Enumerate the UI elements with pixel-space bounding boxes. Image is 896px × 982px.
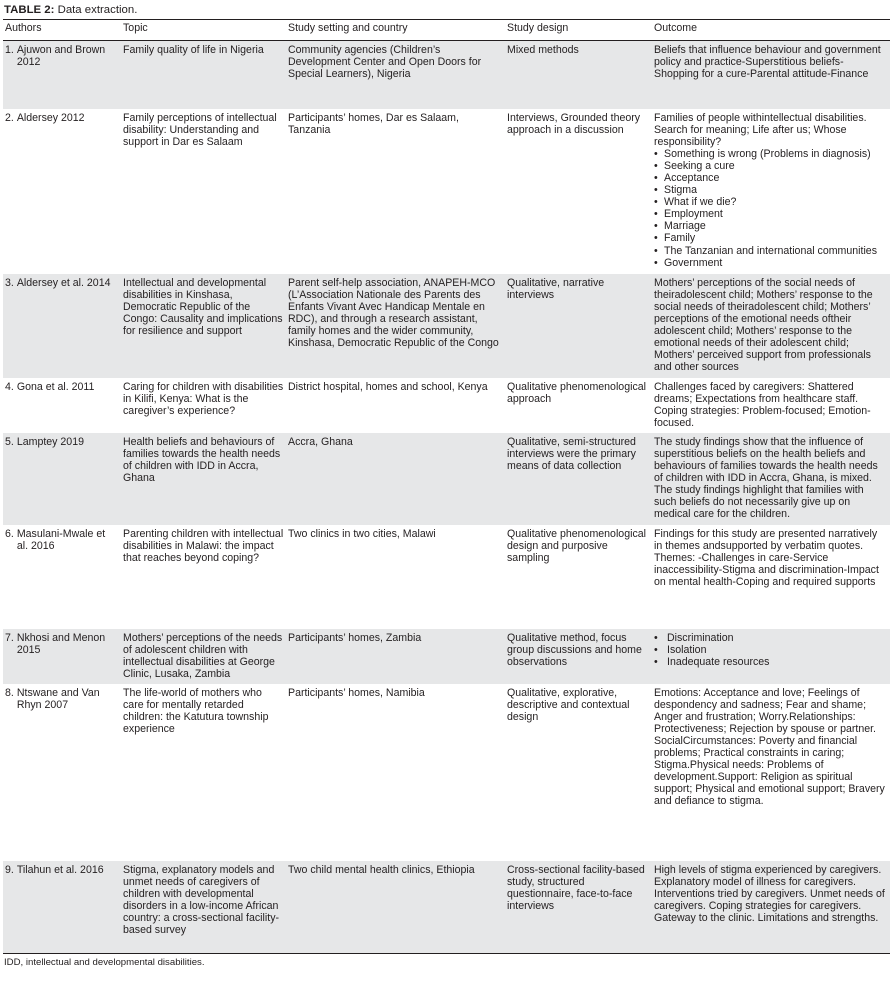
author-name: Aldersey 2012 (16, 111, 85, 124)
table-header-row (3, 20, 890, 41)
cell-outcome (652, 378, 890, 433)
outcome-text: The study findings show that the influence of superstitious beliefs on the health beliefs and behaviours of families towards the health needs of children with IDD in Accra, Ghana, is mixed. The study findings highlight that families with such beliefs do not necessarily give up on medical care for the children. (654, 435, 878, 521)
cell-author (3, 109, 121, 274)
cell-outcome (652, 861, 890, 954)
data-extraction-table (3, 19, 890, 954)
cell-design: Qualitative phenomenological design and purposive sampling (507, 527, 646, 564)
cell-design: Qualitative phenomenological approach (507, 380, 646, 405)
row-number: 8. (5, 686, 14, 699)
cell-setting: Accra, Ghana (286, 433, 505, 525)
table-row (3, 109, 890, 274)
cell-author (3, 274, 121, 378)
table-row (3, 41, 890, 109)
cell-setting: Two child mental health clinics, Ethiopia (286, 861, 505, 954)
outcome-list (654, 632, 888, 668)
table-row (3, 525, 890, 629)
header-design: Study design (505, 20, 652, 41)
cell-setting: Participants’ homes, Dar es Salaam, Tanzania (288, 111, 459, 136)
author-name: Ajuwon and Brown 2012 (16, 44, 106, 69)
cell-design: Cross-sectional facility-based study, structured questionnaire, face-to-face interviews (505, 861, 652, 954)
table-caption-label: TABLE 2: (4, 4, 55, 16)
table-row (3, 684, 890, 861)
cell-topic: Stigma, explanatory models and unmet needs of caregivers of children with developmental disorders in a low-income African country: a cross-sectional facility-based survey (121, 861, 286, 954)
cell-setting: District hospital, homes and school, Kenya (288, 380, 488, 393)
table-row (3, 433, 890, 525)
outcome-list-item: • Stigma (654, 184, 888, 196)
cell-topic: Family perceptions of intellectual disability: Understanding and support in Dar es Salaam (123, 111, 277, 148)
cell-setting: Participants’ homes, Zambia (286, 629, 505, 684)
outcome-list-item: • Acceptance (654, 172, 888, 184)
row-number: 3. (5, 276, 14, 289)
cell-design: Qualitative, explorative, descriptive and contextual design (507, 686, 630, 723)
outcome-list-item: • Discrimination (654, 632, 888, 644)
row-number: 5. (5, 435, 14, 448)
cell-design: Interviews, Grounded theory approach in a discussion (507, 111, 641, 136)
table-caption-text: Data extraction. (54, 4, 138, 16)
cell-author (3, 433, 121, 525)
cell-topic: Caring for children with disabilities in Kilifi, Kenya: What is the caregiver’s experience? (123, 380, 284, 417)
cell-outcome (652, 41, 890, 109)
cell-outcome (652, 109, 890, 274)
outcome-list-item: • Seeking a cure (654, 160, 888, 172)
header-outcome: Outcome (652, 20, 890, 41)
cell-author (3, 629, 121, 684)
outcome-list-item: • Marriage (654, 220, 888, 232)
table-body (3, 41, 890, 954)
outcome-list-item: • Family (654, 232, 888, 244)
row-number: 4. (5, 380, 14, 393)
author-name: Aldersey et al. 2014 (16, 276, 111, 289)
cell-outcome (652, 525, 890, 629)
table-row (3, 274, 890, 378)
outcome-list-item: • Government (654, 257, 888, 269)
outcome-list-item: • What if we die? (654, 196, 888, 208)
cell-outcome (652, 684, 890, 861)
author-name: Tilahun et al. 2016 (16, 863, 104, 876)
cell-outcome (652, 433, 890, 525)
outcome-list (654, 148, 888, 269)
cell-topic: Parenting children with intellectual disabilities in Malawi: the impact that reaches beyond coping? (123, 527, 284, 564)
header-authors: Authors (3, 20, 121, 41)
cell-setting: Community agencies (Children’s Development Center and Open Doors for Special Learners), Nigeria (286, 41, 505, 109)
outcome-text: Findings for this study are presented narratively in themes andsupported by verbatim quotes. Themes: -Challenges in care-Service inaccessibility-Stigma and discrimination-Impact on mental health-Coping and required supports (654, 527, 879, 588)
cell-setting: Two clinics in two cities, Malawi (288, 527, 436, 540)
cell-author (3, 684, 121, 861)
author-name: Nkhosi and Menon 2015 (16, 631, 106, 656)
row-number: 1. (5, 44, 14, 56)
cell-topic: Health beliefs and behaviours of families towards the health needs of children with IDD in Accra, Ghana (121, 433, 286, 525)
cell-topic: Intellectual and developmental disabilities in Kinshasa, Democratic Republic of the Congo: Causality and implications for resilience and support (121, 274, 286, 378)
author-name: Ntswane and Van Rhyn 2007 (16, 686, 100, 711)
cell-outcome (652, 274, 890, 378)
cell-author (3, 378, 121, 433)
cell-author (3, 41, 121, 109)
outcome-text: Mothers’ perceptions of the social needs of theiradolescent child; Mothers’ response to the social needs of theiradolescent child; Mothers’ perceptions of the emotional needs oftheir adolescent child; Mothers’ response to the emotional needs of their adolescent child; Mothers’ perceived support from professionals and other sources (654, 276, 873, 374)
cell-author (3, 861, 121, 954)
outcome-text: Beliefs that influence behaviour and government policy and practice-Superstitious beliefs-Shopping for a cure-Parental attitude-Finance (654, 44, 881, 81)
outcome-list-item: • Inadequate resources (654, 656, 888, 668)
outcome-list-item: • Isolation (654, 644, 888, 656)
cell-design: Qualitative, narrative interviews (505, 274, 652, 378)
author-name: Masulani-Mwale et al. 2016 (16, 527, 106, 552)
cell-topic: Mothers’ perceptions of the needs of adolescent children with intellectual disabilities at George Clinic, Lusaka, Zambia (121, 629, 286, 684)
cell-setting: Parent self-help association, ANAPEH-MCO (L’Association Nationale des Parents des Enfants Vivant Avec Handicap Mentale en RDC), and through a research assistant, family homes and the wider community, Kinshasa, Democratic Republic of the Congo (286, 274, 505, 378)
outcome-list-item: • Employment (654, 208, 888, 220)
header-setting: Study setting and country (286, 20, 505, 41)
cell-setting: Participants’ homes, Namibia (288, 686, 425, 699)
cell-design: Mixed methods (505, 41, 652, 109)
outcome-list-item: • The Tanzanian and international communities (654, 245, 888, 257)
cell-topic: Family quality of life in Nigeria (121, 41, 286, 109)
row-number: 7. (5, 631, 14, 644)
table-row (3, 378, 890, 433)
cell-topic: The life-world of mothers who care for mentally retarded children: the Katutura township experience (123, 686, 269, 735)
table-footnote: IDD, intellectual and developmental disabilities. (4, 957, 205, 968)
row-number: 6. (5, 527, 14, 540)
table-caption (4, 3, 137, 17)
outcome-text: Challenges faced by caregivers: Shattered dreams; Expectations from healthcare staff. Coping strategies: Problem-focused; Emotion-focused. (654, 380, 871, 429)
outcome-list-item: • Something is wrong (Problems in diagnosis) (654, 148, 888, 160)
cell-author (3, 525, 121, 629)
row-number: 9. (5, 863, 14, 876)
outcome-text: Emotions: Acceptance and love; Feelings of despondency and sadness; Fear and shame; Anger and frustration; Worry.Relationships: Protectiveness; Rejection by spouse or partner. SocialCircumstances: Poverty and financial problems; Practical constraints in caring; Stigma.Physical needs: Problems of development.Support: Religion as spiritual support; Physical and emotional support; Bravery and defiance to stigma. (654, 686, 885, 808)
table-row (3, 629, 890, 684)
cell-design: Qualitative method, focus group discussions and home observations (505, 629, 652, 684)
outcome-intro: Families of people withintellectual disabilities. Search for meaning; Life after us; Whose responsibility? (654, 111, 867, 148)
outcome-text: High levels of stigma experienced by caregivers. Explanatory model of illness for caregivers. Interventions tried by caregivers. Unmet needs of caregivers. Coping strategies for caregivers. Gateway to the clinic. Limitations and strengths. (654, 863, 885, 924)
cell-design: Qualitative, semi-structured interviews were the primary means of data collection (505, 433, 652, 525)
header-topic: Topic (121, 20, 286, 41)
row-number: 2. (5, 111, 14, 124)
table-row (3, 861, 890, 954)
author-name: Gona et al. 2011 (16, 380, 95, 393)
author-name: Lamptey 2019 (16, 435, 84, 448)
cell-outcome (652, 629, 890, 684)
